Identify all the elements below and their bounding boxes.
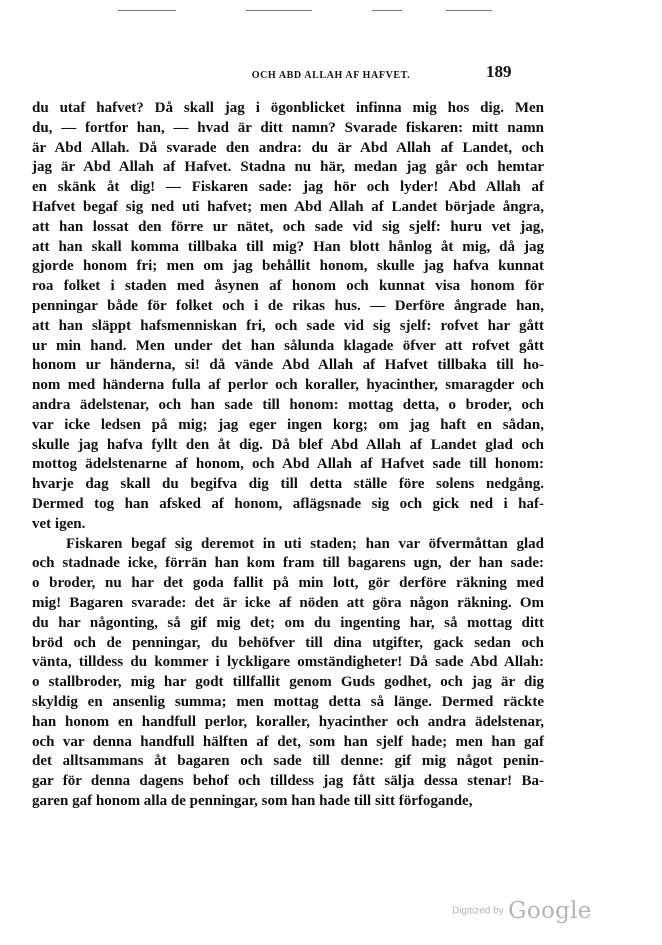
- body-text: [32, 99, 544, 812]
- text-line: att han lossat den förre ur nätet, och sade vid sig sjelf: huru vet jag,: [32, 218, 544, 235]
- text-line: var icke ledsen på mig; jag eger ingen korg; om jag haft en sådan,: [32, 416, 544, 433]
- text-line: Dermed tog han afsked af honom, aflägsnade sig och gick ned i haf-: [32, 495, 544, 512]
- text-line: att han släppt hafsmenniskan fri, och sade vid sig sjelf: rofvet har gått: [32, 317, 544, 334]
- text-line: vänta, tilldess du kommer i lyckligare omständigheter! Då sade Abd Allah:: [32, 654, 544, 671]
- text-line: skulle jag hafva fyllt den åt dig. Då blef Abd Allah af Landet glad och: [32, 436, 544, 453]
- text-line: jag är Abd Allah af Hafvet. Stadna nu här, medan jag går och hemtar: [32, 159, 544, 176]
- text-line: hvarje dag skall du begifva dig till detta ställe före solens nedgång.: [32, 476, 544, 493]
- text-line: honom ur händerna, si! då vände Abd Allah af Hafvet tillbaka till ho-: [32, 357, 544, 374]
- text-line: han honom en handfull perlor, koraller, hyacinther och andra ädelstenar,: [32, 713, 544, 730]
- text-line: och stadnade icke, förrän han kom fram till bagarens ugn, der han sade:: [32, 555, 544, 572]
- text-line: penningar både för folket och i de rikas hus. — Derföre ångrade han,: [32, 297, 544, 314]
- text-line: bröd och de penningar, du behöfver till dina utgifter, gack sedan och: [32, 634, 544, 651]
- text-line: roa folket i staden med åsynen af honom och kunnat visa honom för: [32, 278, 544, 295]
- running-title: OCH ABD ALLAH AF HAFVET.: [251, 70, 411, 81]
- text-line: ur min hand. Men under det han sålunda klagade öfver att rofvet gått: [32, 337, 544, 354]
- text-line: är Abd Allah. Då svarade den andra: du är Abd Allah af Landet, och: [32, 139, 544, 156]
- text-line: det alltsammans åt bagaren och sade till denne: gif mig något penin-: [32, 753, 544, 770]
- text-line: du utaf hafvet? Då skall jag i ögonblicket infinna mig hos dig. Men: [32, 100, 544, 116]
- paragraph: [32, 535, 544, 812]
- text-line: garen gaf honom alla de penningar, som han hade till sitt förfogande,: [32, 792, 473, 809]
- top-rule: [446, 10, 492, 11]
- text-line: du, — fortfor han, — hvad är ditt namn? Svarade fiskaren: mitt namn: [32, 119, 544, 136]
- text-line: Fiskaren begaf sig deremot in uti staden; han var öfvermåttan glad: [66, 535, 544, 552]
- text-line: andra ädelstenar, och han sade till honom: mottag detta, o broder, och: [32, 396, 544, 413]
- text-line: skyldig en ansenlig summa; men mottag detta så länge. Dermed räckte: [32, 693, 544, 710]
- page-number: 189: [486, 62, 512, 81]
- text-line: Hafvet begaf sig ned uti hafvet; men Abd Allah af Landet började ångra,: [32, 198, 544, 215]
- text-line: du har någonting, så gif mig det; om du ingenting har, så mottag ditt: [32, 614, 544, 631]
- text-line: en skänk åt dig! — Fiskaren sade: jag hör och lyder! Abd Allah af: [32, 179, 544, 196]
- top-rule: [118, 10, 176, 11]
- text-line: o broder, nu har det goda fallit på min lott, gör derföre räkning med: [32, 575, 544, 592]
- text-line: gar för denna dagens behof och tilldess jag fått sälja dessa stenar! Ba-: [32, 773, 544, 790]
- text-line: gjorde honom fri; men om jag behållit honom, skulle jag hafva kunnat: [32, 258, 544, 275]
- top-rule: [372, 10, 402, 11]
- text-line: mottog ädelstenarne af honom, och Abd Allah af Hafvet sade till honom:: [32, 456, 544, 473]
- text-line: och var denna handfull hälften af det, som han sjelf hade; men han gaf: [32, 733, 544, 750]
- text-line: att han skall komma tillbaka till mig? Han blott hånlog åt mig, då jag: [32, 238, 544, 255]
- paragraph: [32, 99, 544, 535]
- google-logo: Google: [508, 898, 592, 924]
- text-line: mig! Bagaren svarade: det är icke af nöden att göra någon räkning. Om: [32, 594, 544, 611]
- text-line: vet igen.: [32, 515, 86, 532]
- watermark-prefix: Digitized by: [452, 905, 504, 917]
- top-rule: [246, 10, 312, 11]
- digitized-by-watermark: [452, 898, 592, 924]
- text-line: nom med händerna fulla af perlor och koraller, hyacinther, smaragder och: [32, 377, 544, 394]
- text-line: o stallbroder, mig har godt tillfallit genom Guds godhet, och jag är dig: [32, 674, 544, 691]
